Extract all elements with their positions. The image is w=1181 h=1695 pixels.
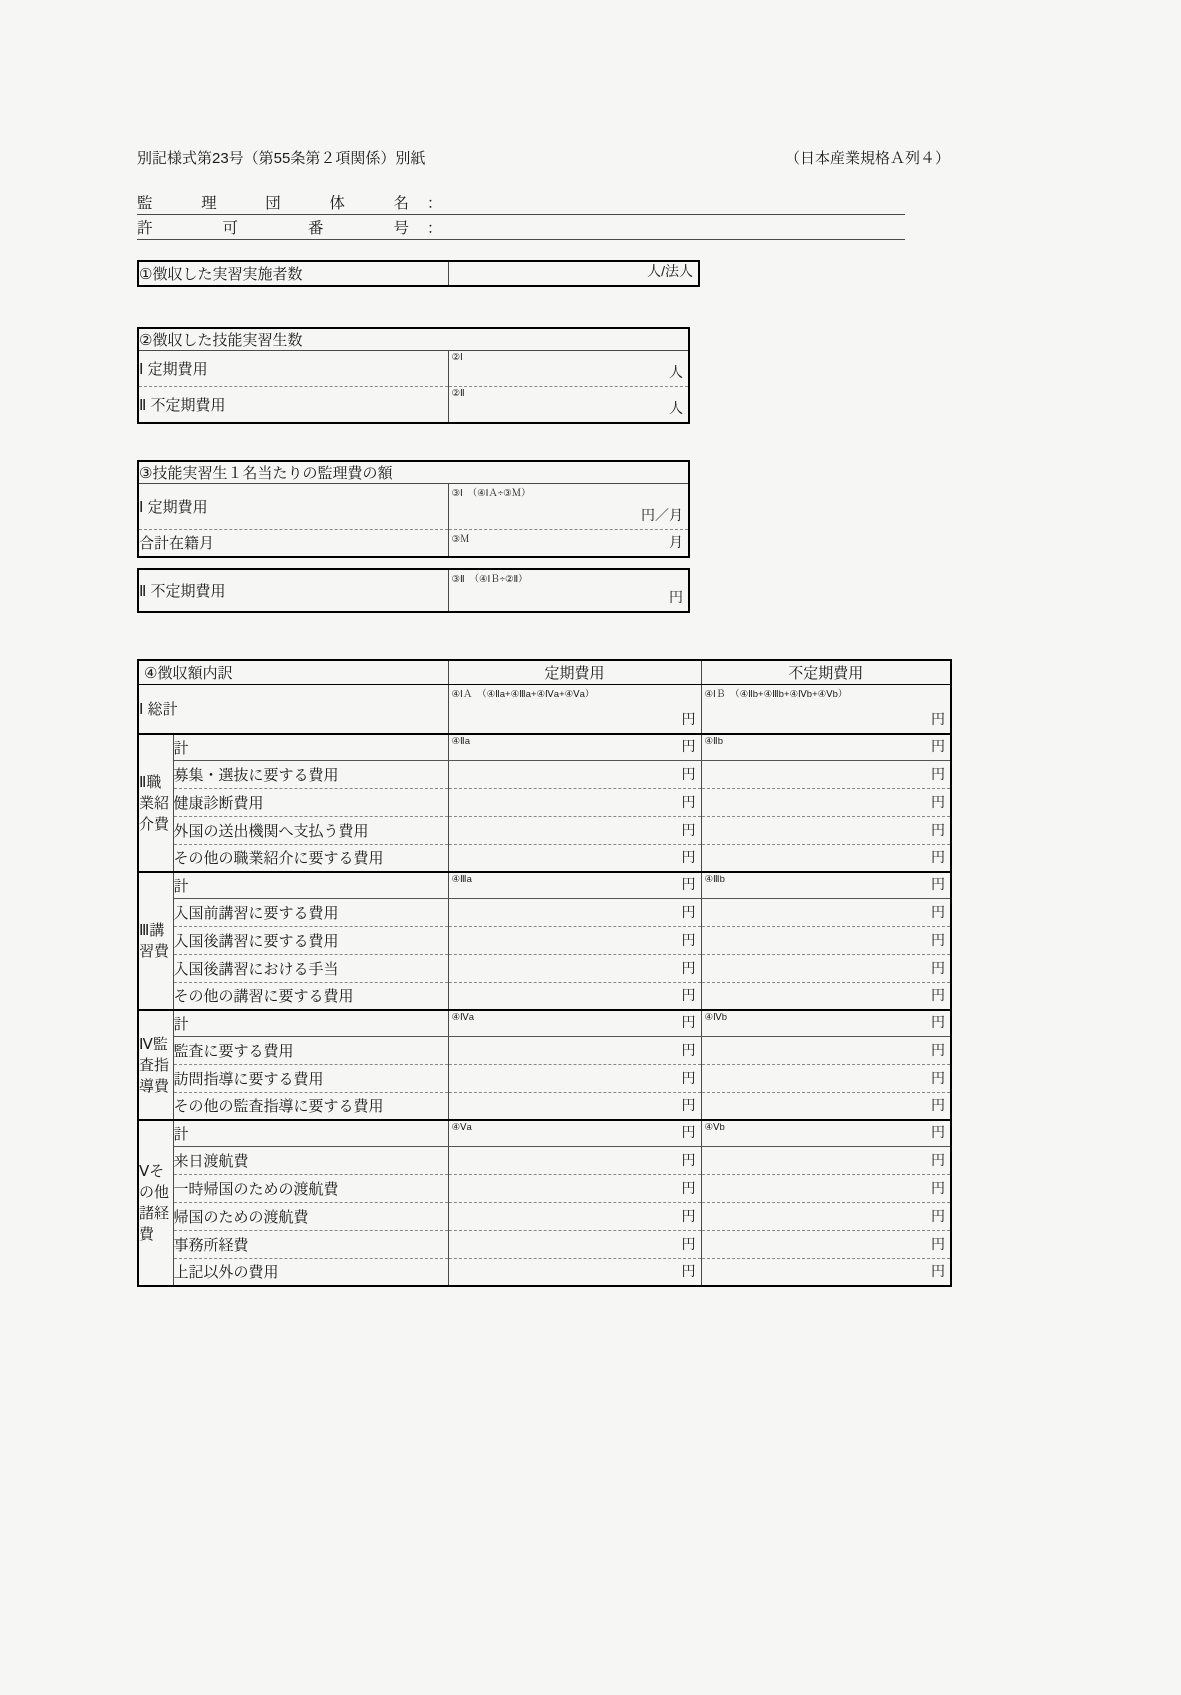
supervision-fee-irregular-table xyxy=(137,568,690,613)
yen-unit: 円 xyxy=(681,959,696,976)
irregular-fee-cell[interactable] xyxy=(701,898,951,926)
permit-number-label: 許 可 番 号 xyxy=(137,220,409,237)
yen-unit: 円 xyxy=(931,1123,946,1140)
table-row xyxy=(138,1010,951,1036)
cell-ref: ④Ⅴa xyxy=(451,1122,472,1133)
regular-fee-cell[interactable] xyxy=(448,898,701,926)
permit-number-field xyxy=(137,215,905,240)
table-row xyxy=(138,760,951,788)
irregular-fee-cell[interactable] xyxy=(701,788,951,816)
trainee-count-title: ②徴収した技能実習生数 xyxy=(138,328,689,351)
table-row xyxy=(138,1092,951,1120)
yen-unit: 円 xyxy=(681,1041,696,1058)
table-row xyxy=(138,529,689,557)
cell-ref: ④Ⅱa xyxy=(451,736,470,747)
cell-ref: ②Ⅰ xyxy=(451,352,463,363)
irregular-fee-cell[interactable] xyxy=(701,760,951,788)
yen-unit: 円 xyxy=(931,1235,946,1252)
permit-number-value[interactable] xyxy=(442,215,905,239)
irregular-fee-cell[interactable] xyxy=(701,1202,951,1230)
irregular-fee-cell[interactable] xyxy=(701,844,951,872)
irregular-fee-cell[interactable] xyxy=(701,734,951,760)
table-row xyxy=(138,1036,951,1064)
irregular-trainee-value-cell[interactable] xyxy=(448,387,689,423)
yen-unit: 円 xyxy=(931,793,946,810)
irregular-fee-per-trainee-label: Ⅱ 不定期費用 xyxy=(138,569,448,612)
table-row xyxy=(138,569,689,612)
implementer-count-label: ①徴収した実習実施者数 xyxy=(138,261,448,286)
supervision-fee-table xyxy=(137,460,690,559)
table-row xyxy=(138,898,951,926)
fee-group-label-other: Ⅴその他諸経費 xyxy=(138,1120,173,1286)
table-row xyxy=(138,1258,951,1286)
yen-unit: 円 xyxy=(681,1097,696,1113)
regular-fee-cell[interactable] xyxy=(448,1010,701,1036)
fee-group-label-audit: Ⅳ監査指導費 xyxy=(138,1010,173,1120)
table-row xyxy=(138,844,951,872)
yen-unit: 円 xyxy=(681,1069,696,1086)
table-row xyxy=(138,788,951,816)
org-name-label: 監 理 団 体 名 xyxy=(137,195,409,212)
fee-item-label: 入国前講習に要する費用 xyxy=(173,898,448,926)
cell-ref: ④Ⅲa xyxy=(451,874,472,885)
regular-fee-per-trainee-label: Ⅰ 定期費用 xyxy=(138,483,448,529)
table-row xyxy=(138,483,689,529)
breakdown-header: ④徴収額内訳 xyxy=(138,660,448,684)
paper-standard-label: （日本産業規格Ａ列４） xyxy=(784,150,950,167)
fee-item-label: 入国後講習に要する費用 xyxy=(173,926,448,954)
regular-fee-cell[interactable] xyxy=(448,816,701,844)
yen-unit: 円 xyxy=(681,1179,696,1196)
irregular-fee-cell[interactable] xyxy=(701,1174,951,1202)
org-fields xyxy=(137,190,905,240)
fee-item-label: 健康診断費用 xyxy=(173,788,448,816)
unit-label: 円 xyxy=(669,589,683,605)
regular-trainee-label: Ⅰ 定期費用 xyxy=(138,351,448,387)
fee-item-label: 帰国のための渡航費 xyxy=(173,1202,448,1230)
irregular-fee-cell[interactable] xyxy=(701,926,951,954)
yen-unit: 円 xyxy=(681,1263,696,1279)
fee-item-label: 外国の送出機関へ支払う費用 xyxy=(173,816,448,844)
fee-item-label: 事務所経費 xyxy=(173,1230,448,1258)
regular-trainee-value-cell[interactable] xyxy=(448,351,689,387)
org-name-value[interactable] xyxy=(442,190,905,214)
form-number-label: 別記様式第23号（第55条第２項関係）別紙 xyxy=(137,150,426,167)
total-row-label: Ⅰ 総計 xyxy=(138,684,448,734)
fee-item-label: 上記以外の費用 xyxy=(173,1258,448,1286)
fee-breakdown-table xyxy=(137,659,952,1287)
yen-unit: 円 xyxy=(931,765,946,782)
irregular-fee-cell[interactable] xyxy=(701,684,951,734)
cell-ref: ③Ｍ xyxy=(451,533,470,545)
doc-header xyxy=(137,147,950,168)
fee-item-label: その他の講習に要する費用 xyxy=(173,982,448,1010)
irregular-fee-cell[interactable] xyxy=(701,1064,951,1092)
irregular-fee-cell[interactable] xyxy=(701,1230,951,1258)
cell-ref: ④ⅠＡ （④Ⅱa+④Ⅲa+④Ⅳa+④Ⅴa） xyxy=(451,688,595,700)
fee-item-label: 監査に要する費用 xyxy=(173,1036,448,1064)
yen-unit: 円 xyxy=(931,1263,946,1279)
irregular-fee-cell[interactable] xyxy=(701,816,951,844)
org-name-field xyxy=(137,190,905,215)
total-enrolled-months-value-cell[interactable] xyxy=(448,529,689,557)
irregular-fee-cell[interactable] xyxy=(701,982,951,1010)
yen-unit: 円 xyxy=(931,737,946,754)
colon-separator: ： xyxy=(427,219,443,237)
regular-fee-cell[interactable] xyxy=(448,1146,701,1174)
regular-fee-cell[interactable] xyxy=(448,1120,701,1146)
table-row xyxy=(138,387,689,423)
table-title-row xyxy=(138,328,689,351)
yen-unit: 円 xyxy=(681,849,696,865)
table-row xyxy=(138,1174,951,1202)
regular-fee-cell[interactable] xyxy=(448,1202,701,1230)
cell-ref: ④Ⅱb xyxy=(704,736,723,747)
table-row xyxy=(138,816,951,844)
regular-fee-cell[interactable] xyxy=(448,926,701,954)
regular-fee-cell[interactable] xyxy=(448,954,701,982)
yen-unit: 円 xyxy=(931,821,946,838)
fee-item-label: その他の監査指導に要する費用 xyxy=(173,1092,448,1120)
regular-fee-cell[interactable] xyxy=(448,1064,701,1092)
yen-unit: 円 xyxy=(931,849,946,865)
yen-unit: 円 xyxy=(681,737,696,754)
cell-ref: ④ⅠＢ （④Ⅱb+④Ⅲb+④Ⅳb+④Ⅴb） xyxy=(704,688,848,700)
unit-label: 月 xyxy=(669,534,683,550)
yen-unit: 円 xyxy=(931,711,946,727)
fee-item-label: 計 xyxy=(173,872,448,898)
irregular-fee-cell[interactable] xyxy=(701,1258,951,1286)
cell-ref: ④Ⅳa xyxy=(451,1012,475,1023)
irregular-fee-column-header: 不定期費用 xyxy=(701,660,951,684)
regular-fee-column-header: 定期費用 xyxy=(448,660,701,684)
table-row xyxy=(138,926,951,954)
form-sheet xyxy=(137,0,950,1287)
yen-unit: 円 xyxy=(681,711,696,727)
table-title-row xyxy=(138,461,689,484)
regular-fee-cell[interactable] xyxy=(448,760,701,788)
fee-item-label: 訪問指導に要する費用 xyxy=(173,1064,448,1092)
total-enrolled-months-label: 合計在籍月 xyxy=(138,529,448,557)
unit-label: 人/法人 xyxy=(647,263,693,279)
yen-unit: 円 xyxy=(931,1069,946,1086)
implementer-count-table xyxy=(137,260,700,287)
table-row xyxy=(138,954,951,982)
regular-fee-cell[interactable] xyxy=(448,1174,701,1202)
table-row xyxy=(138,982,951,1010)
cell-ref: ③Ⅱ （④ⅠＢ÷②Ⅱ） xyxy=(451,574,528,585)
yen-unit: 円 xyxy=(681,821,696,838)
fee-group-label-training: Ⅲ講習費 xyxy=(138,872,173,1010)
yen-unit: 円 xyxy=(681,987,696,1003)
yen-unit: 円 xyxy=(681,1207,696,1224)
table-row xyxy=(138,684,951,734)
yen-unit: 円 xyxy=(931,959,946,976)
fee-item-label: 計 xyxy=(173,1120,448,1146)
table-row xyxy=(138,1064,951,1092)
yen-unit: 円 xyxy=(681,1235,696,1252)
regular-fee-cell[interactable] xyxy=(448,684,701,734)
yen-unit: 円 xyxy=(681,931,696,948)
yen-unit: 円 xyxy=(931,1207,946,1224)
cell-ref: ④Ⅴb xyxy=(704,1122,725,1133)
fee-item-label: 入国後講習における手当 xyxy=(173,954,448,982)
yen-unit: 円 xyxy=(931,1151,946,1168)
regular-fee-per-trainee-value-cell[interactable] xyxy=(448,483,689,529)
irregular-trainee-label: Ⅱ 不定期費用 xyxy=(138,387,448,423)
regular-fee-cell[interactable] xyxy=(448,1092,701,1120)
yen-unit: 円 xyxy=(681,1123,696,1140)
regular-fee-cell[interactable] xyxy=(448,982,701,1010)
table-row xyxy=(138,734,951,760)
regular-fee-cell[interactable] xyxy=(448,1258,701,1286)
implementer-count-value-cell[interactable] xyxy=(448,261,699,286)
regular-fee-cell[interactable] xyxy=(448,872,701,898)
regular-fee-cell[interactable] xyxy=(448,734,701,760)
table-row xyxy=(138,261,699,286)
table-row xyxy=(138,872,951,898)
fee-group-label-employment: Ⅱ職業紹介費 xyxy=(138,734,173,872)
cell-ref: ②Ⅱ xyxy=(451,388,465,399)
yen-unit: 円 xyxy=(931,1041,946,1058)
yen-unit: 円 xyxy=(931,987,946,1003)
fee-item-label: 一時帰国のための渡航費 xyxy=(173,1174,448,1202)
unit-label: 人 xyxy=(669,399,683,416)
yen-unit: 円 xyxy=(931,931,946,948)
yen-unit: 円 xyxy=(681,903,696,920)
unit-label: 円／月 xyxy=(641,506,683,523)
yen-unit: 円 xyxy=(931,903,946,920)
regular-fee-cell[interactable] xyxy=(448,1036,701,1064)
fee-item-label: 計 xyxy=(173,1010,448,1036)
table-row xyxy=(138,1146,951,1174)
yen-unit: 円 xyxy=(681,765,696,782)
unit-label: 人 xyxy=(669,364,683,380)
cell-ref: ③Ⅰ （④ⅠＡ÷③Ｍ） xyxy=(451,487,531,499)
irregular-fee-cell[interactable] xyxy=(701,872,951,898)
yen-unit: 円 xyxy=(931,1179,946,1196)
yen-unit: 円 xyxy=(931,875,946,892)
irregular-fee-cell[interactable] xyxy=(701,954,951,982)
table-row xyxy=(138,351,689,387)
yen-unit: 円 xyxy=(681,1013,696,1030)
regular-fee-cell[interactable] xyxy=(448,1230,701,1258)
yen-unit: 円 xyxy=(681,1151,696,1168)
irregular-fee-cell[interactable] xyxy=(701,1120,951,1146)
cell-ref: ④Ⅲb xyxy=(704,874,725,885)
cell-ref: ④Ⅳb xyxy=(704,1012,728,1023)
irregular-fee-cell[interactable] xyxy=(701,1010,951,1036)
irregular-fee-cell[interactable] xyxy=(701,1092,951,1120)
irregular-fee-cell[interactable] xyxy=(701,1036,951,1064)
table-header-row xyxy=(138,660,951,684)
table-row xyxy=(138,1230,951,1258)
fee-item-label: 募集・選抜に要する費用 xyxy=(173,760,448,788)
yen-unit: 円 xyxy=(931,1097,946,1113)
regular-fee-cell[interactable] xyxy=(448,844,701,872)
supervision-fee-title: ③技能実習生１名当たりの監理費の額 xyxy=(138,461,689,484)
irregular-fee-per-trainee-value-cell[interactable] xyxy=(448,569,689,612)
trainee-count-table xyxy=(137,327,690,424)
yen-unit: 円 xyxy=(681,875,696,892)
irregular-fee-cell[interactable] xyxy=(701,1146,951,1174)
fee-item-label: その他の職業紹介に要する費用 xyxy=(173,844,448,872)
table-row xyxy=(138,1120,951,1146)
regular-fee-cell[interactable] xyxy=(448,788,701,816)
yen-unit: 円 xyxy=(681,793,696,810)
yen-unit: 円 xyxy=(931,1013,946,1030)
fee-item-label: 来日渡航費 xyxy=(173,1146,448,1174)
fee-item-label: 計 xyxy=(173,734,448,760)
table-row xyxy=(138,1202,951,1230)
colon-separator: ： xyxy=(427,194,443,212)
